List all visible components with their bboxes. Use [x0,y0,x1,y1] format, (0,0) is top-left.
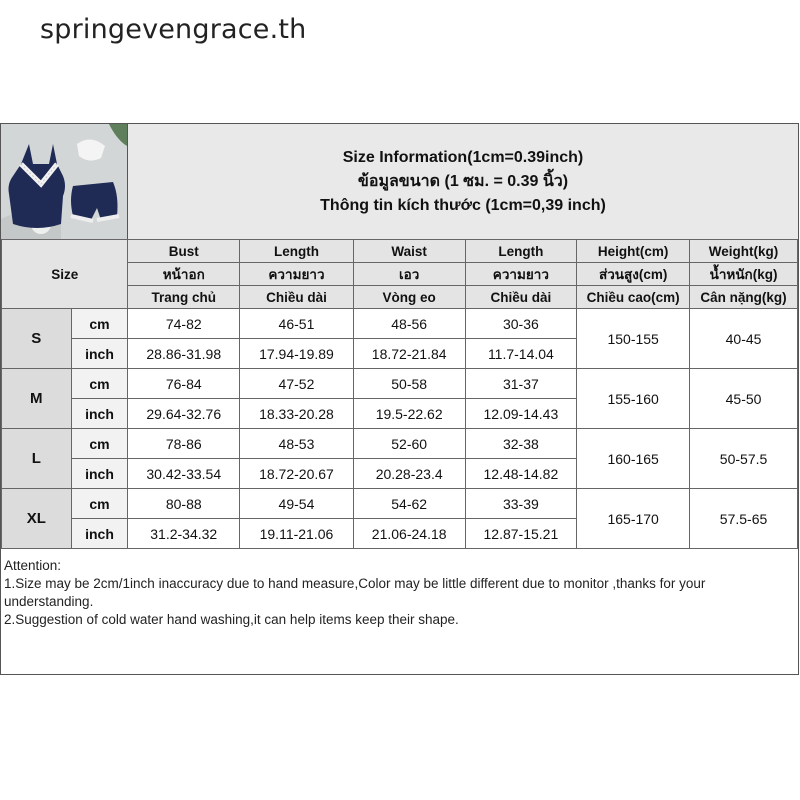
unit-cell: inch [71,399,128,429]
unit-cell: cm [71,369,128,399]
value-cell: 48-53 [240,429,354,459]
weight-cell: 57.5-65 [690,489,798,549]
value-cell: 19.11-21.06 [240,519,354,549]
title-panel [128,124,798,239]
column-header: Length [240,240,354,263]
column-header: Trang chủ [128,286,240,309]
weight-cell: 50-57.5 [690,429,798,489]
weight-cell: 45-50 [690,369,798,429]
value-cell: 32-38 [465,429,577,459]
column-header: Chiều cao(cm) [577,286,690,309]
size-chart [0,123,799,675]
value-cell: 30-36 [465,309,577,339]
value-cell: 52-60 [353,429,465,459]
value-cell: 47-52 [240,369,354,399]
title-english: Size Information(1cm=0.39inch) [342,148,584,166]
value-cell: 48-56 [353,309,465,339]
chart-header [1,124,798,240]
table-row [2,489,798,519]
value-cell: 12.48-14.82 [465,459,577,489]
value-cell: 76-84 [128,369,240,399]
column-header: หน้าอก [128,263,240,286]
column-header: ความยาว [240,263,354,286]
value-cell: 80-88 [128,489,240,519]
value-cell: 50-58 [353,369,465,399]
column-header: Chiều dài [240,286,354,309]
value-cell: 29.64-32.76 [128,399,240,429]
table-row [2,369,798,399]
unit-cell: inch [71,519,128,549]
value-cell: 31-37 [465,369,577,399]
column-header: เอว [353,263,465,286]
column-header: น้ำหนัก(kg) [690,263,798,286]
column-header: ความยาว [465,263,577,286]
height-cell: 150-155 [577,309,690,369]
value-cell: 18.72-20.67 [240,459,354,489]
size-cell: S [2,309,72,369]
value-cell: 20.28-23.4 [353,459,465,489]
value-cell: 17.94-19.89 [240,339,354,369]
value-cell: 12.87-15.21 [465,519,577,549]
value-cell: 31.2-34.32 [128,519,240,549]
size-column-header: Size [2,240,128,309]
header-row-english [2,240,798,263]
unit-cell: inch [71,339,128,369]
column-header: Length [465,240,577,263]
value-cell: 30.42-33.54 [128,459,240,489]
column-header: Weight(kg) [690,240,798,263]
value-cell: 46-51 [240,309,354,339]
column-header: Cân nặng(kg) [690,286,798,309]
note-item: 1.Size may be 2cm/1inch inaccuracy due to hand measure,Color may be little different due to monitor ,thanks for your understanding. [4,576,706,609]
title-vietnamese: Thông tin kích thước (1cm=0,39 inch) [320,196,606,214]
column-header: Waist [353,240,465,263]
unit-cell: cm [71,489,128,519]
unit-cell: cm [71,309,128,339]
value-cell: 19.5-22.62 [353,399,465,429]
pajama-set-image [1,124,127,239]
value-cell: 18.33-20.28 [240,399,354,429]
weight-cell: 40-45 [690,309,798,369]
unit-cell: cm [71,429,128,459]
attention-notes [4,557,794,629]
size-cell: M [2,369,72,429]
value-cell: 12.09-14.43 [465,399,577,429]
column-header: Bust [128,240,240,263]
height-cell: 165-170 [577,489,690,549]
table-row [2,309,798,339]
height-cell: 160-165 [577,429,690,489]
value-cell: 54-62 [353,489,465,519]
value-cell: 18.72-21.84 [353,339,465,369]
column-header: ส่วนสูง(cm) [577,263,690,286]
unit-cell: inch [71,459,128,489]
note-item: 2.Suggestion of cold water hand washing,it can help items keep their shape. [4,612,459,627]
size-cell: XL [2,489,72,549]
value-cell: 21.06-24.18 [353,519,465,549]
value-cell: 74-82 [128,309,240,339]
value-cell: 33-39 [465,489,577,519]
size-cell: L [2,429,72,489]
table-row [2,429,798,459]
size-table [1,239,798,549]
column-header: Vòng eo [353,286,465,309]
value-cell: 28.86-31.98 [128,339,240,369]
height-cell: 155-160 [577,369,690,429]
value-cell: 78-86 [128,429,240,459]
notes-heading: Attention: [4,558,62,573]
title-thai: ข้อมูลขนาด (1 ซม. = 0.39 นิ้ว) [357,172,569,190]
value-cell: 11.7-14.04 [465,339,577,369]
column-header: Chiều dài [465,286,577,309]
value-cell: 49-54 [240,489,354,519]
column-header: Height(cm) [577,240,690,263]
store-watermark: springevengrace.th [40,14,307,45]
product-photo [1,124,128,239]
